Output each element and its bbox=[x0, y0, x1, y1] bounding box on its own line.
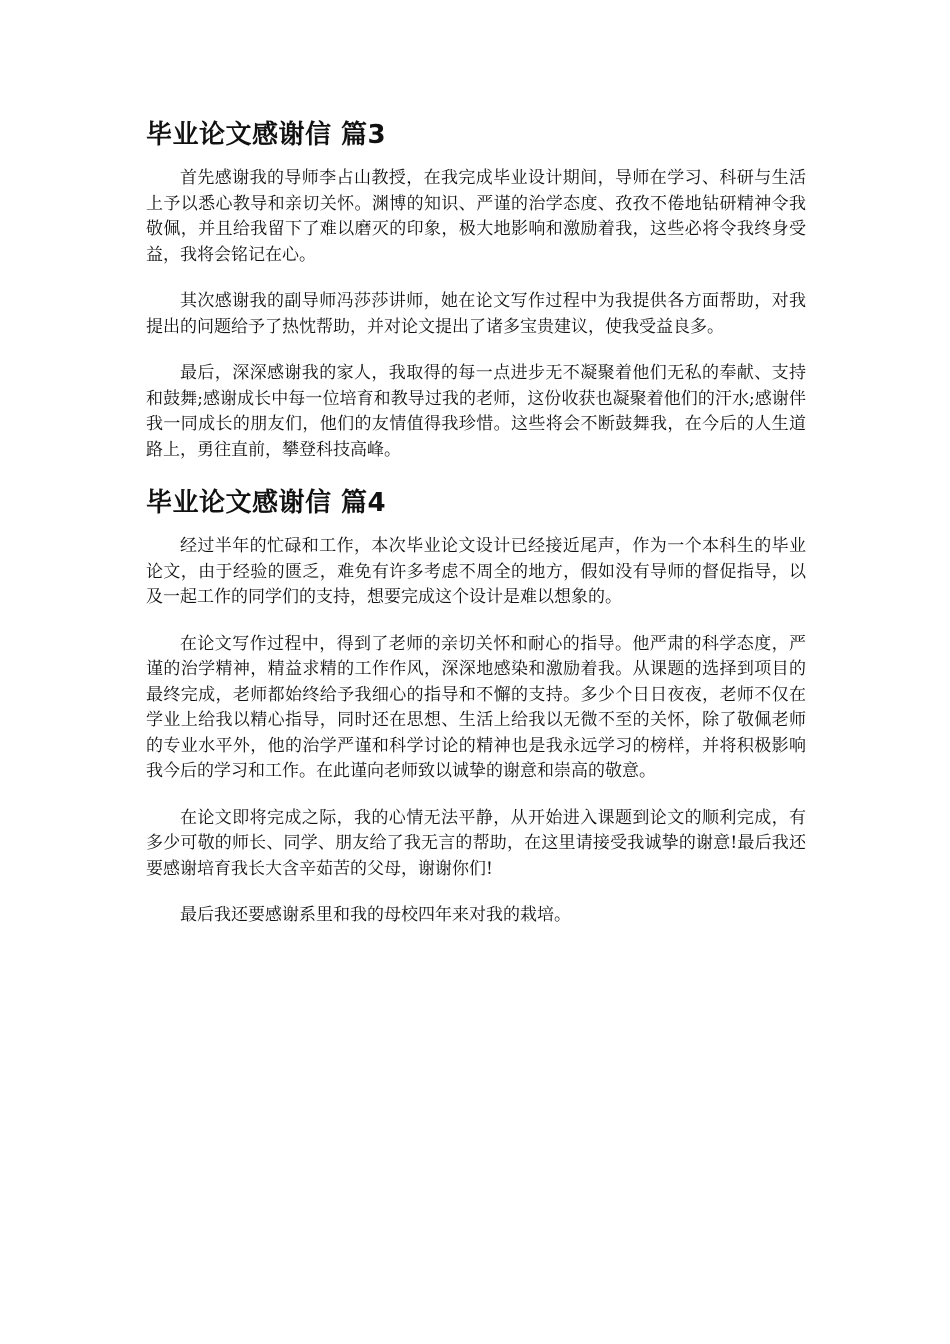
paragraph: 在论文写作过程中，得到了老师的亲切关怀和耐心的指导。他严肃的科学态度，严谨的治学精神，精益求精的工作作风，深深地感染和激励着我。从课题的选择到项目的最终完成，老师都始终给予我细心的指导和不懈的支持。多少个日日夜夜，老师不仅在学业上给我以精心指导，同时还在思想、生活上给我以无微不至的关怀，除了敬佩老师的专业水平外，他的治学严谨和科学讨论的精神也是我永远学习的榜样，并将积极影响我今后的学习和工作。在此谨向老师致以诚挚的谢意和崇高的敬意。 bbox=[146, 633, 806, 781]
paragraph: 最后，深深感谢我的家人，我取得的每一点进步无不凝聚着他们无私的奉献、支持和鼓舞;感谢成长中每一位培育和教导过我的老师，这份收获也凝聚着他们的汗水;感谢伴我一同成长的朋友们，他们的友情值得我珍惜。这些将会不断鼓舞我，在今后的人生道路上，勇往直前，攀登科技高峰。 bbox=[146, 363, 806, 460]
paragraph: 最后我还要感谢系里和我的母校四年来对我的栽培。 bbox=[180, 905, 571, 925]
paragraph: 在论文即将完成之际，我的心情无法平静，从开始进入课题到论文的顺利完成，有多少可敬的师长、同学、朋友给了我无言的帮助，在这里请接受我诚挚的谢意!最后我还要感谢培育我长大含辛茹苦的父母，谢谢你们! bbox=[146, 807, 806, 879]
paragraph: 经过半年的忙碌和工作，本次毕业论文设计已经接近尾声，作为一个本科生的毕业论文，由于经验的匮乏，难免有许多考虑不周全的地方，假如没有导师的督促指导，以及一起工作的同学们的支持，想要完成这个设计是难以想象的。 bbox=[146, 536, 806, 607]
section-thanks-letter-3 bbox=[146, 110, 806, 463]
section-title: 毕业论文感谢信 篇3 bbox=[146, 120, 387, 150]
section-title: 毕业论文感谢信 篇4 bbox=[146, 488, 387, 518]
section-thanks-letter-4 bbox=[146, 484, 806, 929]
paragraph: 其次感谢我的副导师冯莎莎讲师，她在论文写作过程中为我提供各方面帮助，对我提出的问题给予了热忱帮助，并对论文提出了诸多宝贵建议，使我受益良多。 bbox=[146, 291, 806, 337]
paragraph: 首先感谢我的导师李占山教授，在我完成毕业设计期间，导师在学习、科研与生活上予以悉心教导和亲切关怀。渊博的知识、严谨的治学态度、孜孜不倦地钻研精神令我敬佩，并且给我留下了难以磨灭的印象，极大地影响和激励着我，这些必将令我终身受益，我将会铭记在心。 bbox=[146, 168, 806, 265]
document-page bbox=[146, 110, 806, 950]
